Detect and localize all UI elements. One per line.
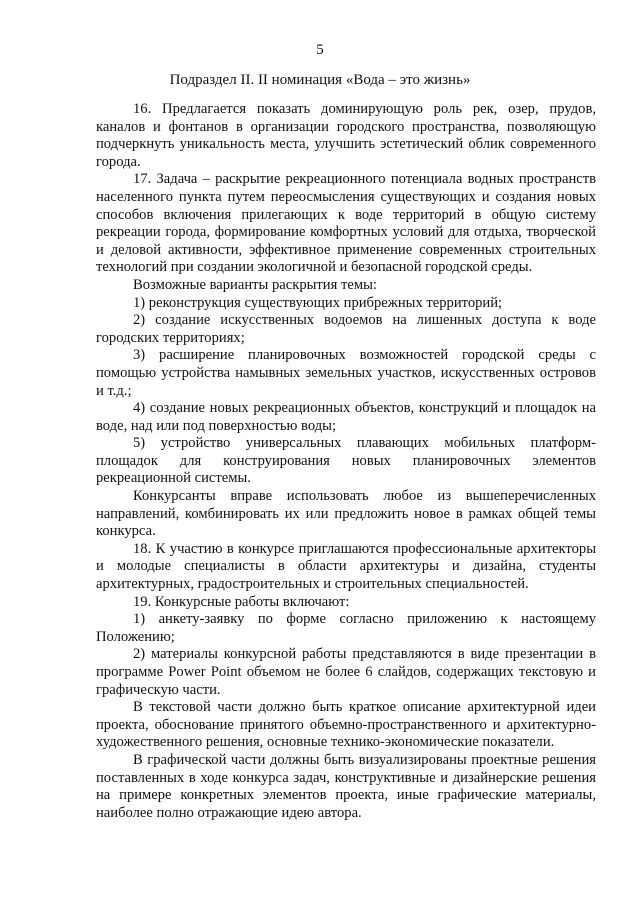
theme-option-3: 3) расширение планировочных возможностей городской среды с помощью устройства намывных земельных участков, искусственных островов и т.д.; — [96, 347, 596, 399]
paragraph-19: 19. Конкурсные работы включают: — [133, 593, 350, 610]
text-part-paragraph: В текстовой части должно быть краткое описание архитектурной идеи проекта, обоснование принятого объемно-пространственного и архитектурно-художественного решения, основные технико-экономические показатели. — [96, 699, 596, 751]
document-body — [96, 101, 596, 822]
paragraph-17: 17. Задача – раскрытие рекреационного потенциала водных пространств населенного пункта путем переосмысления существующих и создания новых способов включения прилегающих к воде территорий в общую систему рекреации города, формирование комфортных условий для отдыха, творческой и деловой активности, эффективное применение современных строительных технологий при создании экологичной и безопасной городской среды. — [96, 171, 596, 276]
paragraph-16: 16. Предлагается показать доминирующую роль рек, озер, прудов, каналов и фонтанов в организации городского пространства, позволяющую подчеркнуть уникальность места, улучшить эстетический облик современного города. — [96, 101, 596, 170]
theme-options-intro: Возможные варианты раскрытия темы: — [133, 276, 377, 293]
theme-option-2: 2) создание искусственных водоемов на лишенных доступа к воде городских территориях; — [96, 312, 596, 346]
page-number: 5 — [316, 42, 324, 58]
participants-freedom-paragraph: Конкурсанты вправе использовать любое из вышеперечисленных направлений, комбинировать их или предложить новое в рамках общей темы конкурса. — [96, 488, 596, 540]
theme-option-1: 1) реконструкция существующих прибрежных территорий; — [133, 294, 503, 311]
theme-option-5: 5) устройство универсальных плавающих мобильных платформ-площадок для конструирования новых планировочных элементов рекреационной системы. — [96, 435, 596, 487]
theme-option-4: 4) создание новых рекреационных объектов, конструкций и площадок на воде, над или под поверхностью воды; — [96, 400, 596, 434]
graphic-part-paragraph: В графической части должны быть визуализированы проектные решения поставленных в ходе конкурса задач, конструктивные и дизайнерские решения на примере конкретных элементов проекта, иные графические материалы, наиболее полно отражающие идею автора. — [96, 751, 596, 821]
section-heading: Подраздел II. II номинация «Вода – это жизнь» — [169, 72, 471, 88]
paragraph-18: 18. К участию в конкурсе приглашаются профессиональные архитекторы и молодые специалисты в области архитектуры и дизайна, студенты архитектурных, градостроительных и строительных специальностей. — [96, 540, 596, 593]
works-item-1: 1) анкету-заявку по форме согласно приложению к настоящему Положению; — [96, 611, 596, 645]
works-item-2: 2) материалы конкурсной работы представляются в виде презентации в программе Power Point объемом не более 6 слайдов, содержащих текстовую и графическую части. — [96, 646, 596, 698]
